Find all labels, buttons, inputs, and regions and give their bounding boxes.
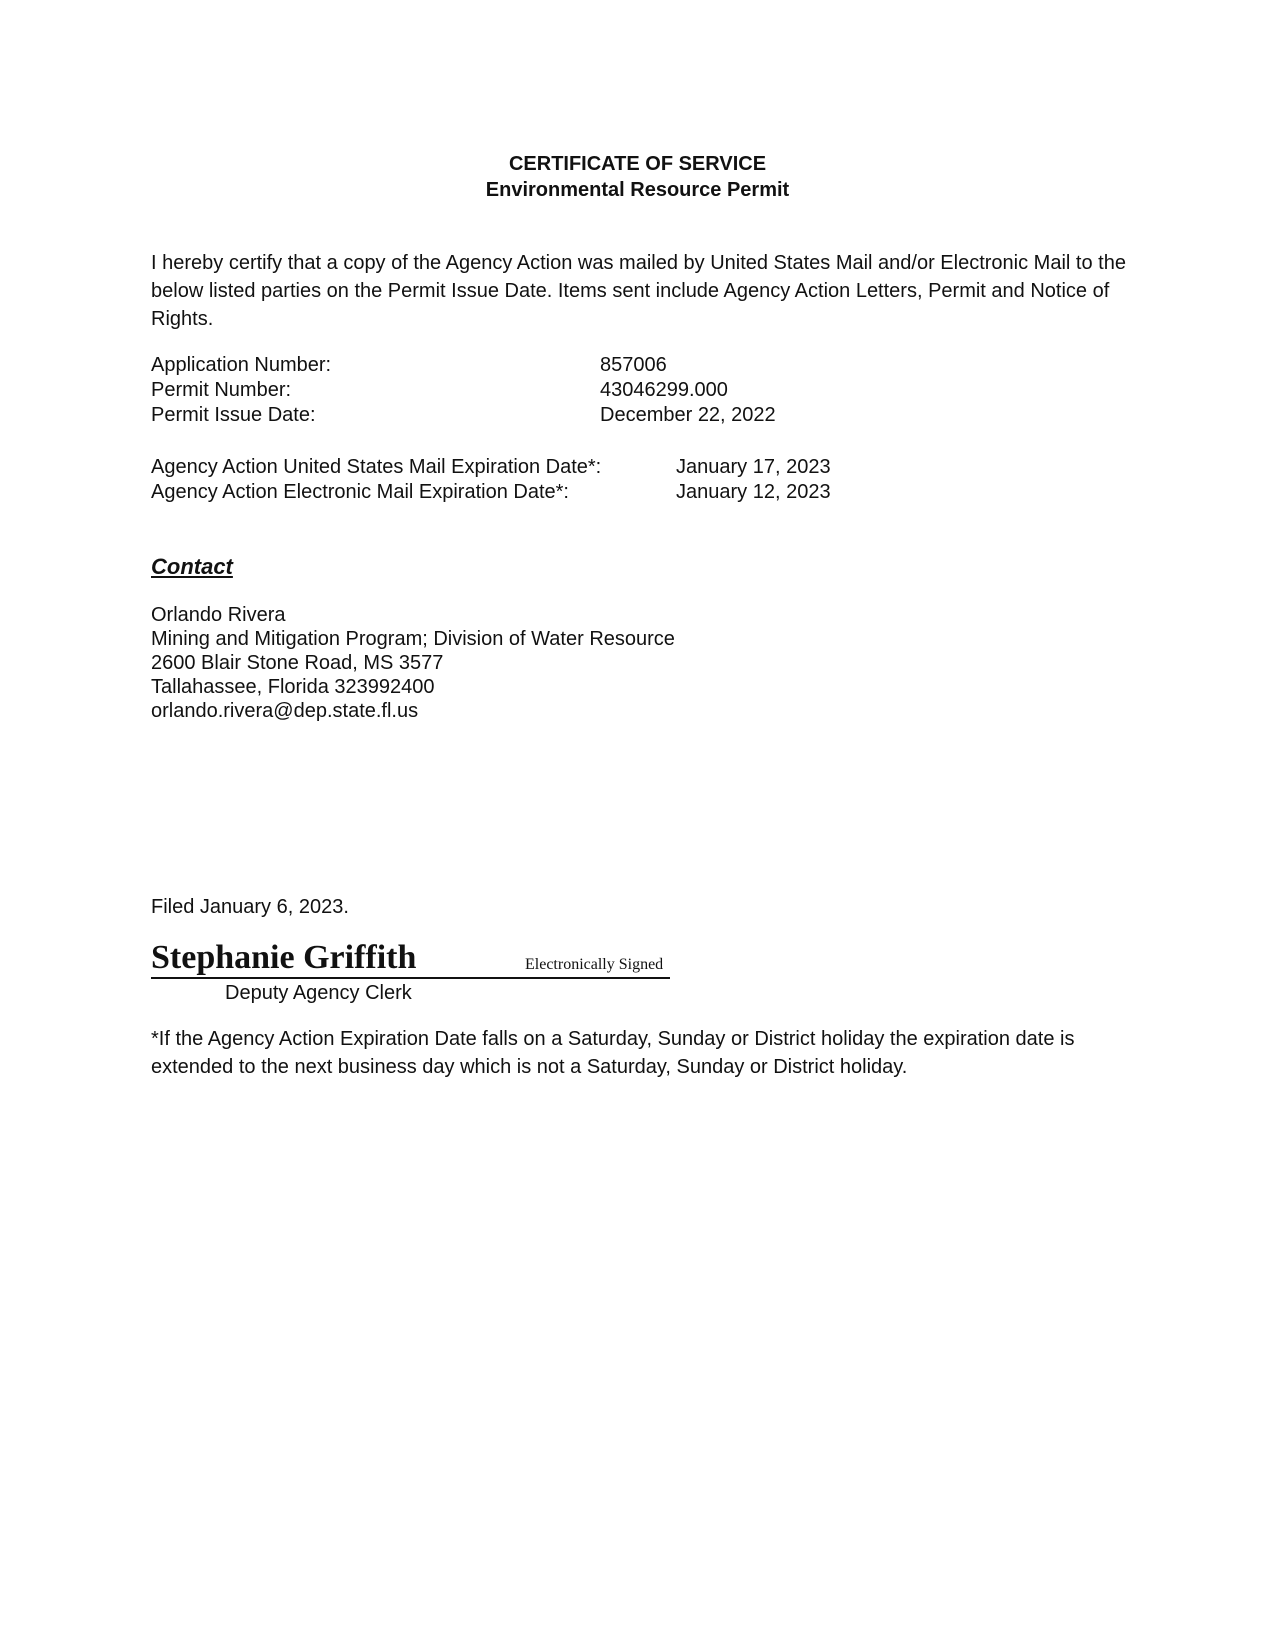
contact-block <box>151 603 675 723</box>
permit-issue-date-label: Permit Issue Date: <box>151 404 316 426</box>
signature-line <box>151 939 670 979</box>
contact-heading: Contact <box>151 554 233 579</box>
contact-address-line2: Tallahassee, Florida 323992400 <box>151 676 435 698</box>
signature-method: Electronically Signed <box>525 956 664 973</box>
expiration-footnote: *If the Agency Action Expiration Date falls on a Saturday, Sunday or District holiday the expiration date is extended to the next business day which is not a Saturday, Sunday or District holiday. <box>151 1028 1075 1078</box>
mail-expiration-value: January 17, 2023 <box>676 456 831 478</box>
application-number-value: 857006 <box>600 354 667 376</box>
filed-date: Filed January 6, 2023. <box>151 896 349 918</box>
permit-number-value: 43046299.000 <box>600 379 728 401</box>
contact-program: Mining and Mitigation Program; Division of Water Resource <box>151 628 675 650</box>
signer-title: Deputy Agency Clerk <box>225 982 412 1004</box>
document-subtitle: Environmental Resource Permit <box>485 179 790 201</box>
email-expiration-value: January 12, 2023 <box>676 481 831 503</box>
document-title: CERTIFICATE OF SERVICE <box>508 153 767 175</box>
mail-expiration-label: Agency Action United States Mail Expiration Date*: <box>151 456 602 478</box>
title-block <box>0 151 1275 203</box>
contact-address-line1: 2600 Blair Stone Road, MS 3577 <box>151 652 444 674</box>
permit-issue-date-value: December 22, 2022 <box>600 404 776 426</box>
application-number-label: Application Number: <box>151 354 332 376</box>
permit-number-label: Permit Number: <box>151 379 292 401</box>
certification-paragraph: I hereby certify that a copy of the Agency Action was mailed by United States Mail and/or Electronic Mail to the below listed parties on the Permit Issue Date. Items sent include Agency Action Letters, Permit and Notice of Rights. <box>151 252 1126 330</box>
contact-email: orlando.rivera@dep.state.fl.us <box>151 700 419 722</box>
contact-name: Orlando Rivera <box>151 604 286 626</box>
signature-name: Stephanie Griffith <box>151 939 417 976</box>
email-expiration-label: Agency Action Electronic Mail Expiration Date*: <box>151 481 569 503</box>
